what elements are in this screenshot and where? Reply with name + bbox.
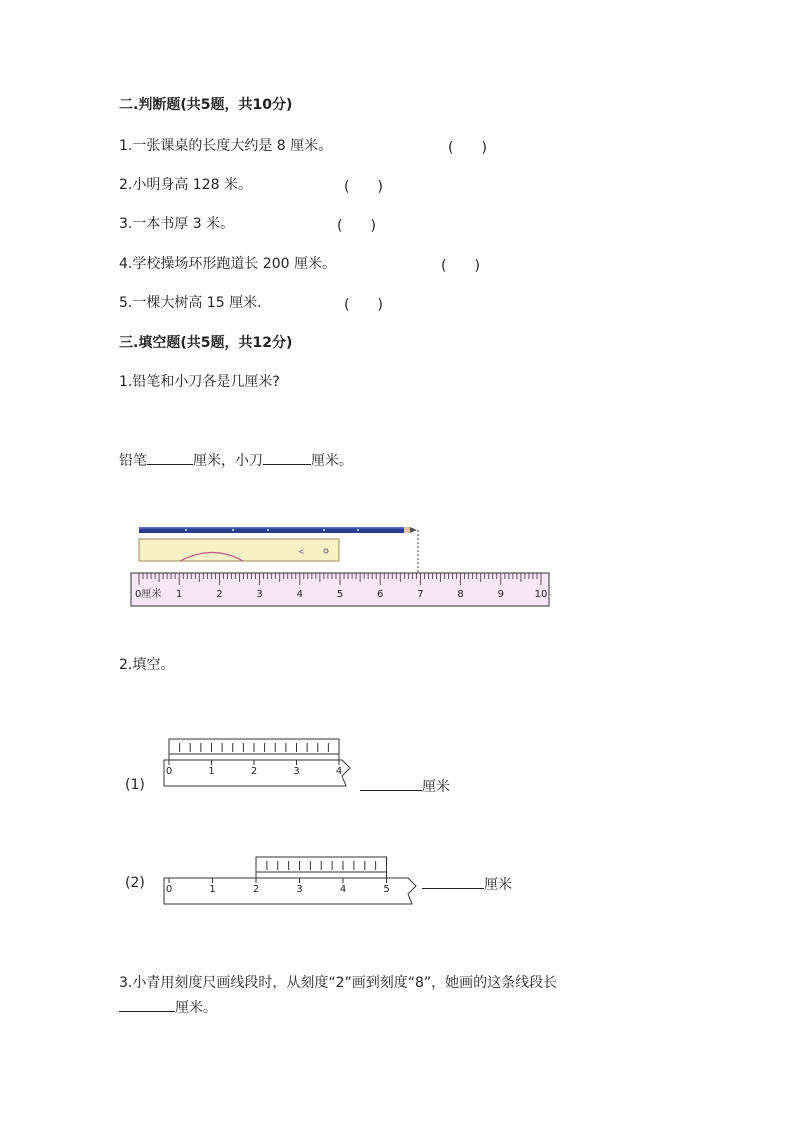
section-title-fill-in: 三.填空题(共5题，共12分) bbox=[119, 335, 293, 351]
pencil bbox=[139, 527, 417, 533]
ruler-label: 5 bbox=[383, 884, 390, 895]
ruler-label: 10 bbox=[534, 589, 548, 600]
ruler-label: 4 bbox=[296, 589, 303, 600]
broken-ruler-1 bbox=[164, 739, 350, 786]
ruler-label: 3 bbox=[256, 589, 263, 600]
ruler-label: 0 bbox=[165, 766, 173, 777]
ruler-label: 1 bbox=[176, 589, 183, 600]
ruler-label: 0厘米 bbox=[135, 589, 162, 600]
ruler-label: 6 bbox=[377, 589, 384, 600]
pencil-length-blank[interactable] bbox=[147, 450, 193, 465]
question-1-text: 1.铅笔和小刀各是几厘米? bbox=[119, 374, 280, 390]
question-1-answer-line bbox=[119, 450, 353, 470]
centimeter-ruler bbox=[131, 573, 549, 606]
knife bbox=[139, 539, 339, 561]
ruler-label: 1 bbox=[208, 766, 215, 777]
part-1-answer bbox=[360, 776, 450, 796]
ruler-label: 4 bbox=[339, 884, 347, 895]
question-3-unit: 厘米。 bbox=[175, 1000, 217, 1016]
broken-ruler-1-figure bbox=[160, 730, 360, 792]
answer-paren-4[interactable]: ( ) bbox=[441, 258, 480, 274]
answer-prefix: 铅笔 bbox=[119, 453, 147, 469]
broken-ruler-2 bbox=[164, 857, 416, 904]
ruler-label: 9 bbox=[497, 589, 504, 600]
question-2-text: 2.填空。 bbox=[119, 657, 175, 673]
judgement-item-2: 2.小明身高 128 米。 bbox=[119, 177, 252, 193]
ruler-label: 2 bbox=[252, 884, 260, 895]
ruler-label: 8 bbox=[457, 589, 464, 600]
answer-paren-1[interactable]: ( ) bbox=[448, 140, 487, 156]
svg-text:<: < bbox=[298, 547, 305, 556]
ruler-label: 5 bbox=[336, 589, 344, 600]
ruler-label: 2 bbox=[216, 589, 223, 600]
question-3-text: 3.小青用刻度尺画线段时，从刻度“2”画到刻度“8”，她画的这条线段长 bbox=[119, 975, 558, 991]
answer-mid: 厘米，小刀 bbox=[193, 453, 263, 469]
judgement-item-1: 1.一张课桌的长度大约是 8 厘米。 bbox=[119, 138, 333, 154]
part-1-label: (1) bbox=[125, 777, 145, 793]
question-3-answer bbox=[119, 997, 217, 1017]
answer-suffix: 厘米。 bbox=[311, 453, 353, 469]
judgement-item-5: 5.一棵大树高 15 厘米. bbox=[119, 295, 262, 311]
ruler-label: 4 bbox=[335, 766, 343, 777]
answer-paren-2[interactable]: ( ) bbox=[344, 179, 383, 195]
answer-paren-5[interactable]: ( ) bbox=[344, 297, 383, 313]
part-1-blank[interactable] bbox=[360, 776, 422, 791]
segment-length-blank[interactable] bbox=[119, 997, 175, 1012]
part-2-unit: 厘米 bbox=[484, 877, 512, 893]
part-2-label: (2) bbox=[125, 875, 145, 891]
broken-ruler-2-figure bbox=[160, 848, 425, 912]
ruler-outline bbox=[164, 878, 416, 904]
part-2-answer bbox=[422, 874, 512, 894]
knife-length-blank[interactable] bbox=[263, 450, 311, 465]
judgement-item-4: 4.学校操场环形跑道长 200 厘米。 bbox=[119, 256, 336, 272]
section-title-judgement: 二.判断题(共5题，共10分) bbox=[119, 97, 293, 113]
pencil-knife-ruler-figure bbox=[128, 522, 554, 612]
ruler-label: 3 bbox=[293, 766, 300, 777]
ruler-label: 3 bbox=[296, 884, 303, 895]
ruler-label: 2 bbox=[250, 766, 258, 777]
ruler-label: 7 bbox=[417, 589, 424, 600]
judgement-item-3: 3.一本书厚 3 米。 bbox=[119, 216, 235, 232]
part-1-unit: 厘米 bbox=[422, 779, 450, 795]
answer-paren-3[interactable]: ( ) bbox=[337, 218, 376, 234]
part-2-blank[interactable] bbox=[422, 874, 484, 889]
ruler-label: 1 bbox=[209, 884, 216, 895]
ruler-label: 0 bbox=[165, 884, 173, 895]
